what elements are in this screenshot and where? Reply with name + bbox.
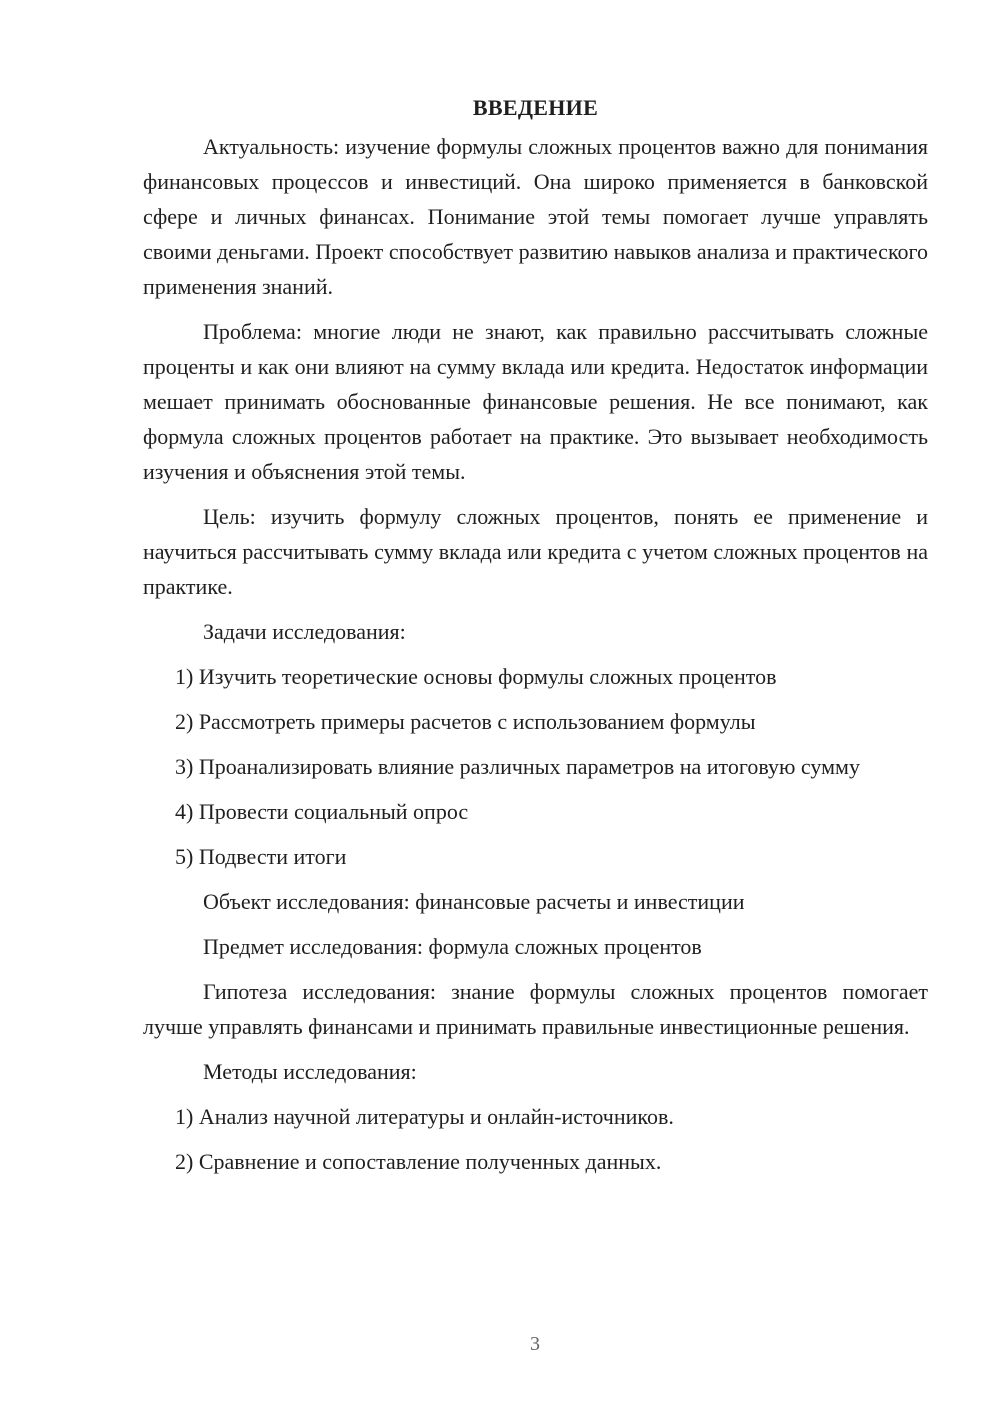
page-number: 3 [530, 1333, 540, 1355]
method-item-2: 2) Сравнение и сопоставление полученных данных. [175, 1149, 662, 1174]
hypothesis-paragraph: Гипотеза исследования: знание формулы сложных процентов помогает лучше управлять финансами и принимать правильные инвестиционные решения. [143, 979, 928, 1039]
task-item-2: 2) Рассмотреть примеры расчетов с использованием формулы [175, 709, 756, 734]
section-title: ВВЕДЕНИЕ [472, 95, 599, 120]
problem-paragraph: Проблема: многие люди не знают, как правильно рассчитывать сложные проценты и как они влияют на сумму вклада или кредита. Недостаток информации мешает принимать обоснованные финансовые решения. Не все понимают, как формула сложных процентов работает на практике. Это вызывает необходимость изучения и объяснения этой темы. [143, 319, 928, 484]
document-page [143, 90, 928, 1189]
methods-heading: Методы исследования: [203, 1059, 417, 1084]
research-object: Объект исследования: финансовые расчеты и инвестиции [203, 889, 745, 914]
task-item-4: 4) Провести социальный опрос [175, 799, 469, 824]
task-item-5: 5) Подвести итоги [175, 844, 347, 869]
tasks-heading: Задачи исследования: [203, 619, 406, 644]
relevance-paragraph: Актуальность: изучение формулы сложных процентов важно для понимания финансовых процессов и инвестиций. Она широко применяется в банковской сфере и личных финансах. Понимание этой темы помогает лучше управлять своими деньгами. Проект способствует развитию навыков анализа и практического применения знаний. [143, 134, 928, 299]
research-subject: Предмет исследования: формула сложных процентов [203, 934, 702, 959]
method-item-1: 1) Анализ научной литературы и онлайн-источников. [175, 1104, 674, 1129]
task-item-1: 1) Изучить теоретические основы формулы сложных процентов [175, 664, 777, 689]
goal-paragraph: Цель: изучить формулу сложных процентов, понять ее применение и научиться рассчитывать сумму вклада или кредита с учетом сложных процентов на практике. [143, 504, 928, 599]
task-item-3: 3) Проанализировать влияние различных параметров на итоговую сумму [175, 754, 860, 779]
